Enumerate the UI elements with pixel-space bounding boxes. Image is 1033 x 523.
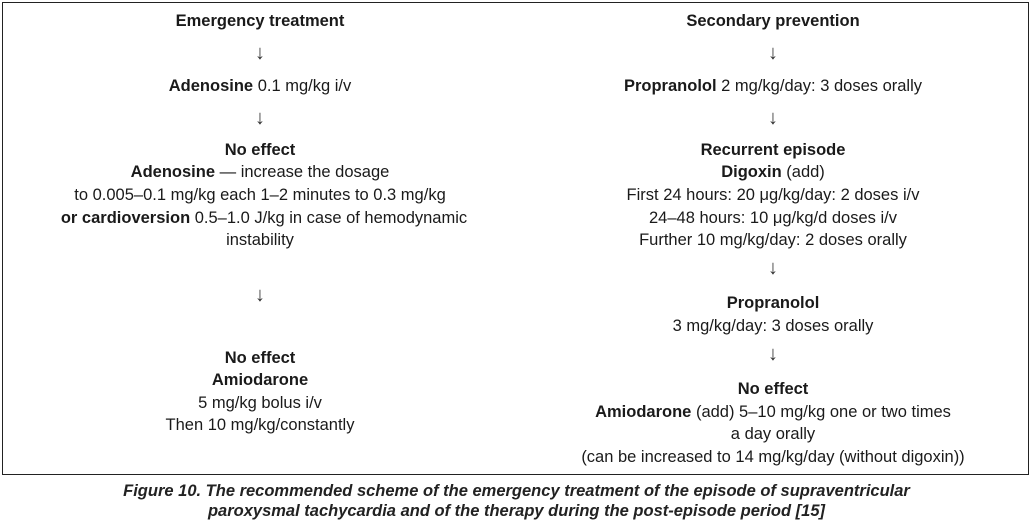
right-step2-title: Recurrent episode bbox=[700, 141, 846, 159]
dose-text: 0.1 mg/kg i/v bbox=[257, 77, 352, 95]
right-step2-drug-line bbox=[721, 161, 825, 183]
drug-name: or cardioversion bbox=[60, 209, 191, 227]
arrow-down-icon: ↓ bbox=[255, 42, 265, 64]
left-heading: Emergency treatment bbox=[175, 12, 345, 30]
right-step2-line3: Further 10 mg/kg/day: 2 doses orally bbox=[639, 231, 907, 249]
right-heading: Secondary prevention bbox=[686, 12, 860, 30]
left-step3-drug: Amiodarone bbox=[211, 371, 309, 389]
arrow-down-icon: ↓ bbox=[255, 284, 265, 306]
left-step3-line2: Then 10 mg/kg/constantly bbox=[165, 416, 355, 434]
step-text: — increase the dosage bbox=[219, 163, 390, 181]
arrow-down-icon: ↓ bbox=[768, 257, 778, 279]
left-step2-line2: to 0.005–0.1 mg/kg each 1–2 minutes to 0.3 mg/kg bbox=[74, 186, 446, 204]
left-step3-line1: 5 mg/kg bolus i/v bbox=[198, 394, 322, 412]
right-step1 bbox=[624, 75, 922, 97]
right-step4-line1 bbox=[595, 401, 951, 423]
arrow-down-icon: ↓ bbox=[768, 107, 778, 129]
left-step2-line4: instability bbox=[226, 231, 294, 249]
right-step4-line3: (can be increased to 14 mg/kg/day (without digoxin)) bbox=[581, 448, 965, 466]
right-step2-line2: 24–48 hours: 10 μg/kg/d doses i/v bbox=[649, 209, 897, 227]
right-step4-line2: a day orally bbox=[730, 425, 816, 443]
right-step3-line: 3 mg/kg/day: 3 doses orally bbox=[672, 317, 874, 335]
step-text: (add) 5–10 mg/kg one or two times bbox=[695, 403, 951, 421]
dose-text: 2 mg/kg/day: 3 doses orally bbox=[721, 77, 923, 95]
figure-caption-line2: paroxysmal tachycardia and of the therapy during the post-episode period [15] bbox=[207, 502, 826, 520]
drug-name: Adenosine bbox=[130, 163, 216, 181]
left-step3-title: No effect bbox=[224, 349, 296, 367]
drug-name: Amiodarone bbox=[595, 403, 692, 421]
step-text: 0.5–1.0 J/kg in case of hemodynamic bbox=[194, 209, 468, 227]
drug-name: Digoxin bbox=[721, 163, 782, 181]
left-step1 bbox=[169, 75, 352, 97]
left-step2-title: No effect bbox=[224, 141, 296, 159]
arrow-down-icon: ↓ bbox=[768, 42, 778, 64]
arrow-down-icon: ↓ bbox=[768, 343, 778, 365]
figure-caption-line1: Figure 10. The recommended scheme of the emergency treatment of the episode of supraventricular bbox=[123, 482, 910, 500]
left-step2-line3 bbox=[61, 207, 467, 229]
right-step4-title: No effect bbox=[737, 380, 809, 398]
right-step2-line1: First 24 hours: 20 μg/kg/day: 2 doses i/v bbox=[626, 186, 920, 204]
step-text: (add) bbox=[786, 163, 825, 181]
right-step3-drug: Propranolol bbox=[726, 294, 820, 312]
left-step2-line1 bbox=[131, 161, 390, 183]
arrow-down-icon: ↓ bbox=[255, 107, 265, 129]
drug-name: Adenosine bbox=[168, 77, 254, 95]
drug-name: Propranolol bbox=[623, 77, 717, 95]
